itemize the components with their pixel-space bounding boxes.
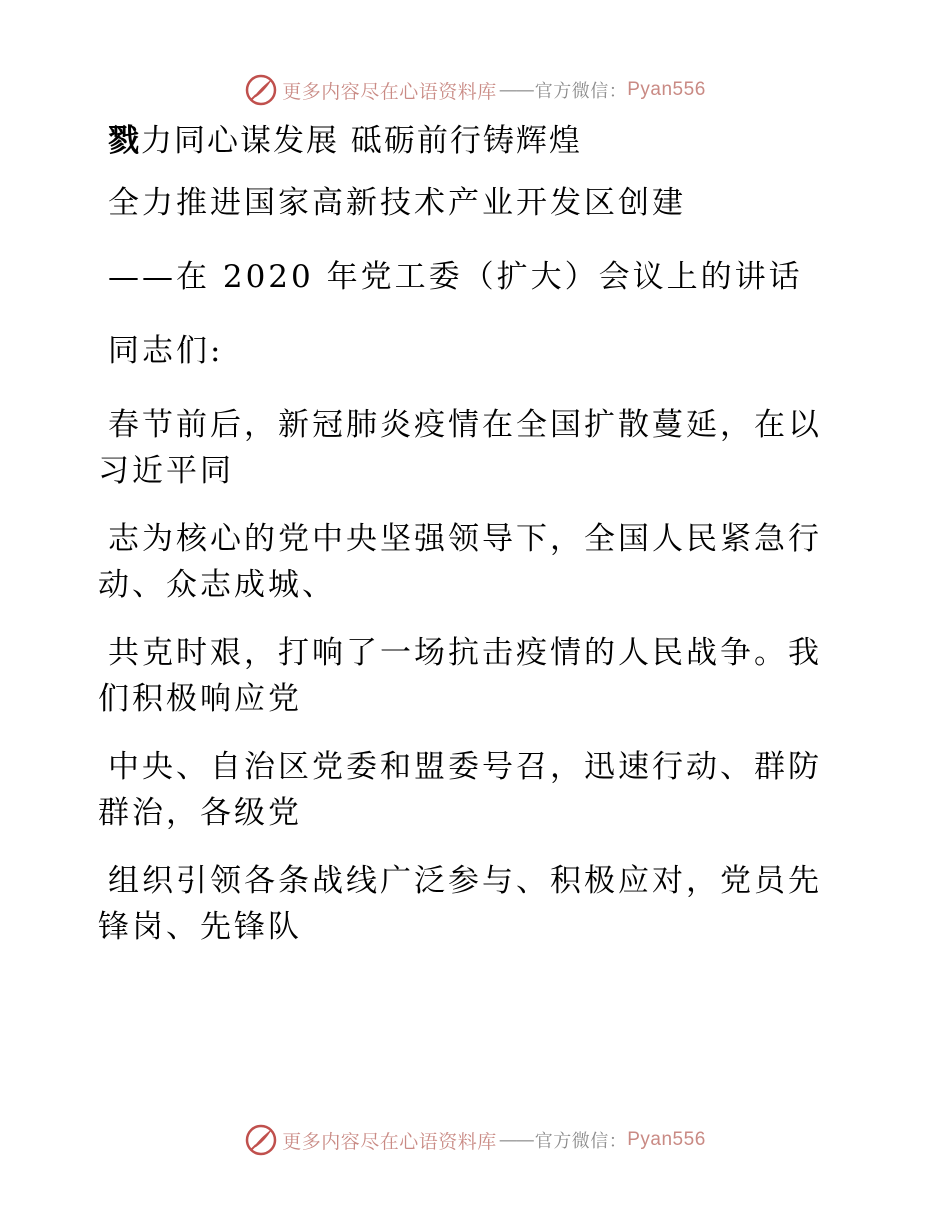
title-rest: 力同心谋发展 砥砺前行铸辉煌 <box>141 123 582 159</box>
paragraph <box>98 744 838 836</box>
watermark-site: 更多内容尽在心语资料库 <box>282 80 497 103</box>
quill-circle-logo-icon <box>244 73 278 107</box>
paragraph-line: 志为核心的党中央坚强领导下，全国人民紧急行 <box>108 521 822 557</box>
paragraph <box>98 402 838 494</box>
paragraph-line: 春节前后，新冠肺炎疫情在全国扩散蔓延，在以 <box>108 407 822 443</box>
document-body <box>98 118 838 972</box>
watermark-wechat-id: Pyan556 <box>627 79 706 100</box>
footer-watermark <box>0 1120 950 1160</box>
paragraph-line: 组织引领各条战线广泛参与、积极应对，党员先 <box>108 863 822 899</box>
document-subtitle: 全力推进国家高新技术产业开发区创建 <box>108 185 686 221</box>
watermark-text <box>282 77 706 104</box>
paragraph-line: 共克时艰，打响了一场抗击疫情的人民战争。我 <box>108 635 822 671</box>
header-watermark <box>0 70 950 110</box>
watermark-text <box>282 1127 706 1154</box>
paragraph <box>98 630 838 722</box>
watermark-dash: —— <box>498 79 533 101</box>
paragraph-line: 中央、自治区党委和盟委号召，迅速行动、群防 <box>108 749 822 785</box>
speech-occasion: ——在 2020 年党工委（扩大）会议上的讲话 <box>108 259 803 295</box>
document-title <box>98 118 838 164</box>
watermark-wechat-label: 官方微信： <box>534 1131 628 1152</box>
paragraph-line: 锋岗、先锋队 <box>98 909 302 945</box>
paragraph-line: 们积极响应党 <box>98 681 302 717</box>
paragraph-line: 动、众志成城、 <box>98 567 336 603</box>
paragraph-line: 习近平同 <box>98 453 234 489</box>
salutation: 同志们: <box>108 333 224 369</box>
title-first-char: 戮 <box>108 123 141 159</box>
watermark-dash: —— <box>498 1129 533 1151</box>
paragraph-line: 群治，各级党 <box>98 795 302 831</box>
watermark-wechat-id: Pyan556 <box>627 1129 706 1150</box>
quill-circle-logo-icon <box>244 1123 278 1157</box>
watermark-wechat-label: 官方微信： <box>534 81 628 102</box>
watermark-site: 更多内容尽在心语资料库 <box>282 1130 497 1153</box>
paragraph <box>98 516 838 608</box>
paragraph <box>98 858 838 950</box>
